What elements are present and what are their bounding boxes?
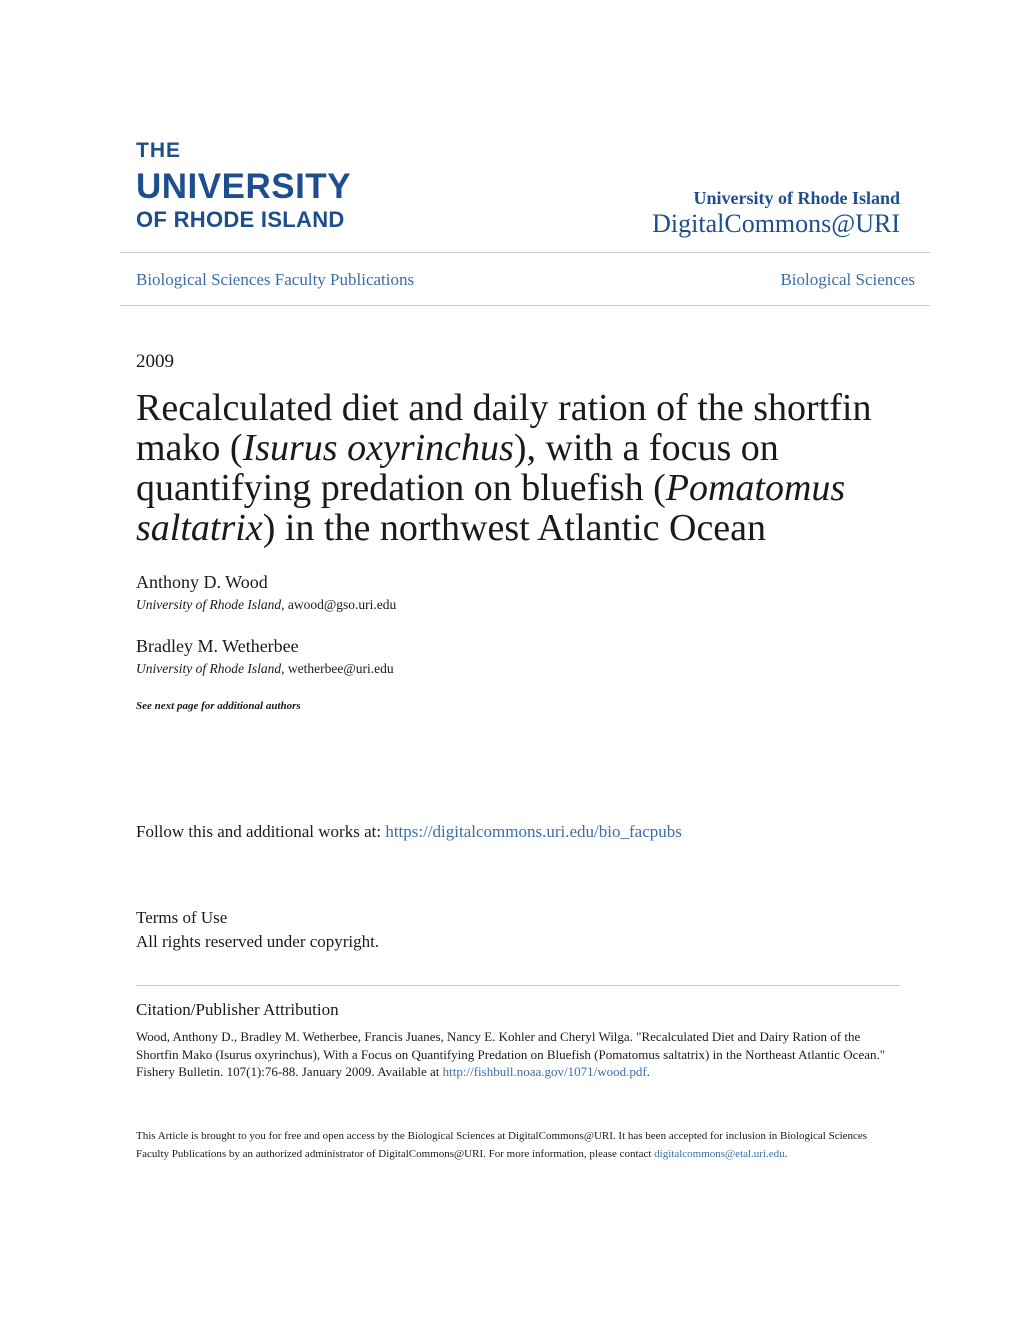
breadcrumb-department-link[interactable]: Biological Sciences [780,270,915,289]
access-notice-end: . [784,1148,788,1160]
collection-url-link[interactable]: https://digitalcommons.uri.edu/bio_facpubs [385,822,682,841]
author-name-link[interactable]: Bradley M. Wetherbee [136,636,299,656]
access-notice-text: This Article is brought to you for free and open access by the Biological Sciences at DigitalCommons@URI. It has been accepted for inclusion in Biological Sciences Faculty Publications by an authorized administrator of DigitalCommons@URI. For more information, please contact [136,1130,868,1160]
logo-university: UNIVERSITY [136,167,352,206]
citation-pdf-link[interactable]: http://fishbull.noaa.gov/1071/wood.pdf [442,1064,647,1079]
follow-line [136,822,682,842]
logo-the: THE [136,139,181,162]
article-title [136,388,896,548]
author-email: , awood@gso.uri.edu [281,597,397,612]
citation-heading: Citation/Publisher Attribution [136,1000,339,1019]
terms-heading: Terms of Use [136,908,228,927]
title-part-3: ) in the northwest Atlantic Ocean [262,507,767,549]
terms-text: All rights reserved under copyright. [136,932,380,951]
title-part-1: Recalculated diet and daily ration of the shortfin mako ( [136,387,872,469]
title-part-2: ), with a focus on quantifying predation on bluefish ( [136,427,779,509]
logo-rhode-island: OF RHODE ISLAND [136,207,345,232]
university-logo[interactable] [136,140,351,231]
additional-authors-note: See next page for additional authors [136,700,301,712]
citation-text [136,1028,896,1081]
follow-prefix: Follow this and additional works at: [136,822,386,841]
author-affiliation [136,597,396,613]
breadcrumb-collection-link[interactable]: Biological Sciences Faculty Publications [136,270,415,289]
breadcrumb-divider [120,305,930,306]
header-divider [120,252,930,253]
author-name-link[interactable]: Anthony D. Wood [136,572,268,592]
title-species-1: Isurus oxyrinchus [242,427,514,469]
publication-year: 2009 [136,351,174,372]
terms-of-use [136,906,379,954]
access-notice [136,1127,896,1163]
citation-body: Wood, Anthony D., Bradley M. Wetherbee, Francis Juanes, Nancy E. Kohler and Cheryl Wilga. "Recalculated Diet and Dairy Ration of the Shortfin Mako (Isurus oxyrinchus), With a Focus on Quantifying Predation on Bluefish (Pomatomus saltatrix) in the Northeast Atlantic Ocean." Fishery Bulletin. 107(1):76-88. January 2009. Available at [136,1029,886,1079]
citation-divider [136,985,900,986]
brand-digitalcommons-link[interactable]: DigitalCommons@URI [652,209,900,238]
author-email: , wetherbee@uri.edu [281,661,394,676]
brand-university-link[interactable]: University of Rhode Island [693,188,900,208]
author-affiliation [136,661,394,677]
citation-end: . [646,1064,650,1079]
contact-email-link[interactable]: digitalcommons@etal.uri.edu [654,1148,785,1160]
author-institution: University of Rhode Island [136,661,282,676]
title-species-2: Pomatomus saltatrix [136,467,846,549]
author-institution: University of Rhode Island [136,597,282,612]
